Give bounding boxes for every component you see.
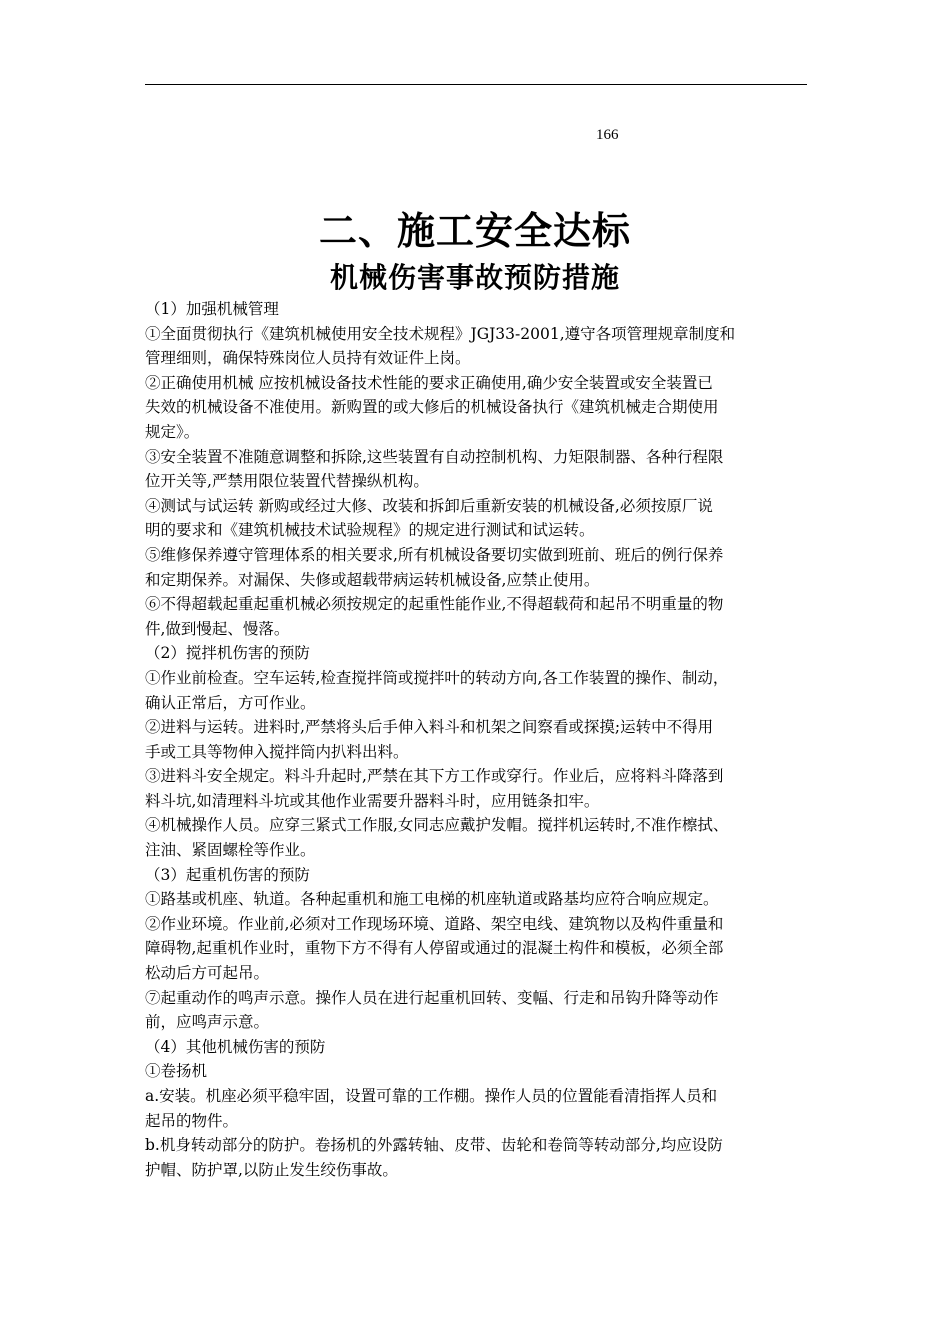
text-line: 松动后方可起吊。: [145, 964, 270, 983]
text-line: ⑥不得超载起重起重机械必须按规定的起重性能作业,不得超载荷和起吊不明重量的物: [145, 595, 724, 614]
text-line: 前，应鸣声示意。: [145, 1013, 270, 1032]
text-line: 管理细则，确保特殊岗位人员持有效证件上岗。: [145, 349, 471, 368]
text-line: 注油、紧固螺栓等作业。: [145, 841, 316, 860]
text-line: 起吊的物件。: [145, 1111, 239, 1130]
text-line: 和定期保养。对漏保、失修或超载带病运转机械设备,应禁止使用。: [145, 570, 600, 589]
text-line: 件,做到慢起、慢落。: [145, 619, 290, 638]
body-text: [145, 297, 817, 1182]
text-line: 手或工具等物伸入搅拌筒内扒料出料。: [145, 742, 409, 761]
text-line: ②进料与运转。进料时,严禁将头后手伸入料斗和机架之间察看或探摸;运转中不得用: [145, 718, 714, 737]
text-line: a.安装。机座必须平稳牢固，设置可靠的工作棚。操作人员的位置能看清指挥人员和: [145, 1087, 718, 1105]
page-number: 166: [596, 127, 619, 143]
text-line: ①作业前检查。空车运转,检查搅拌筒或搅拌叶的转动方向,各工作装置的操作、制动，: [145, 668, 729, 687]
text-line: b.机身转动部分的防护。卷扬机的外露转轴、皮带、齿轮和卷筒等转动部分,均应设防: [145, 1136, 723, 1155]
text-line: ②正确使用机械 应按机械设备技术性能的要求正确使用,确少安全装置或安全装置已: [145, 373, 713, 392]
text-line: 料斗坑,如清理料斗坑或其他作业需要升器料斗时，应用链条扣牢。: [145, 791, 600, 810]
text-line: 确认正常后，方可作业。: [145, 693, 316, 712]
text-line: 规定》。: [145, 422, 200, 441]
text-line: ⑦起重动作的鸣声示意。操作人员在进行起重机回转、变幅、行走和吊钩升降等动作: [145, 988, 719, 1007]
text-line: ④测试与试运转 新购或经过大修、改装和拆卸后重新安装的机械设备,必须按原厂说: [145, 496, 713, 515]
page-title: 二、施工安全达标: [318, 209, 631, 253]
text-line: （3）起重机伤害的预防: [145, 865, 310, 884]
text-line: ④机械操作人员。应穿三紧式工作服,女同志应戴护发帽。搅拌机运转时,不准作檫拭、: [145, 816, 729, 835]
text-line: ①卷扬机: [145, 1062, 208, 1081]
section-subtitle: 机械伤害事故预防措施: [329, 261, 620, 294]
text-line: 失效的机械设备不准使用。新购置的或大修后的机械设备执行《建筑机械走合期使用: [145, 398, 719, 417]
text-line: ①全面贯彻执行《建筑机械使用安全技术规程》JGJ33-2001,遵守各项管理规章制度和: [145, 324, 736, 343]
text-line: 位开关等,严禁用限位装置代替操纵机构。: [145, 472, 429, 491]
header-rule: [145, 84, 807, 85]
text-line: ①路基或机座、轨道。各种起重机和施工电梯的机座轨道或路基均应符合响应规定。: [145, 890, 719, 909]
text-line: ③进料斗安全规定。料斗升起时,严禁在其下方工作或穿行。作业后，应将料斗降落到: [145, 767, 724, 786]
text-line: ⑤维修保养遵守管理体系的相关要求,所有机械设备要切实做到班前、班后的例行保养: [145, 545, 724, 564]
text-line: ③安全装置不准随意调整和拆除,这些装置有自动控制机构、力矩限制器、各种行程限: [145, 447, 724, 466]
text-line: （1）加强机械管理: [145, 300, 279, 318]
text-line: 明的要求和《建筑机械技术试验规程》的规定进行测试和试运转。: [145, 521, 595, 540]
text-line: （2）搅拌机伤害的预防: [145, 644, 310, 663]
text-line: 护帽、防护罩,以防止发生绞伤事故。: [145, 1160, 398, 1179]
text-line: 障碍物,起重机作业时，重物下方不得有人停留或通过的混凝土构件和模板，必须全部: [145, 939, 724, 958]
text-line: （4）其他机械伤害的预防: [145, 1037, 326, 1056]
text-line: ②作业环境。作业前,必须对工作现场环境、道路、架空电线、建筑物以及构件重量和: [145, 914, 724, 933]
